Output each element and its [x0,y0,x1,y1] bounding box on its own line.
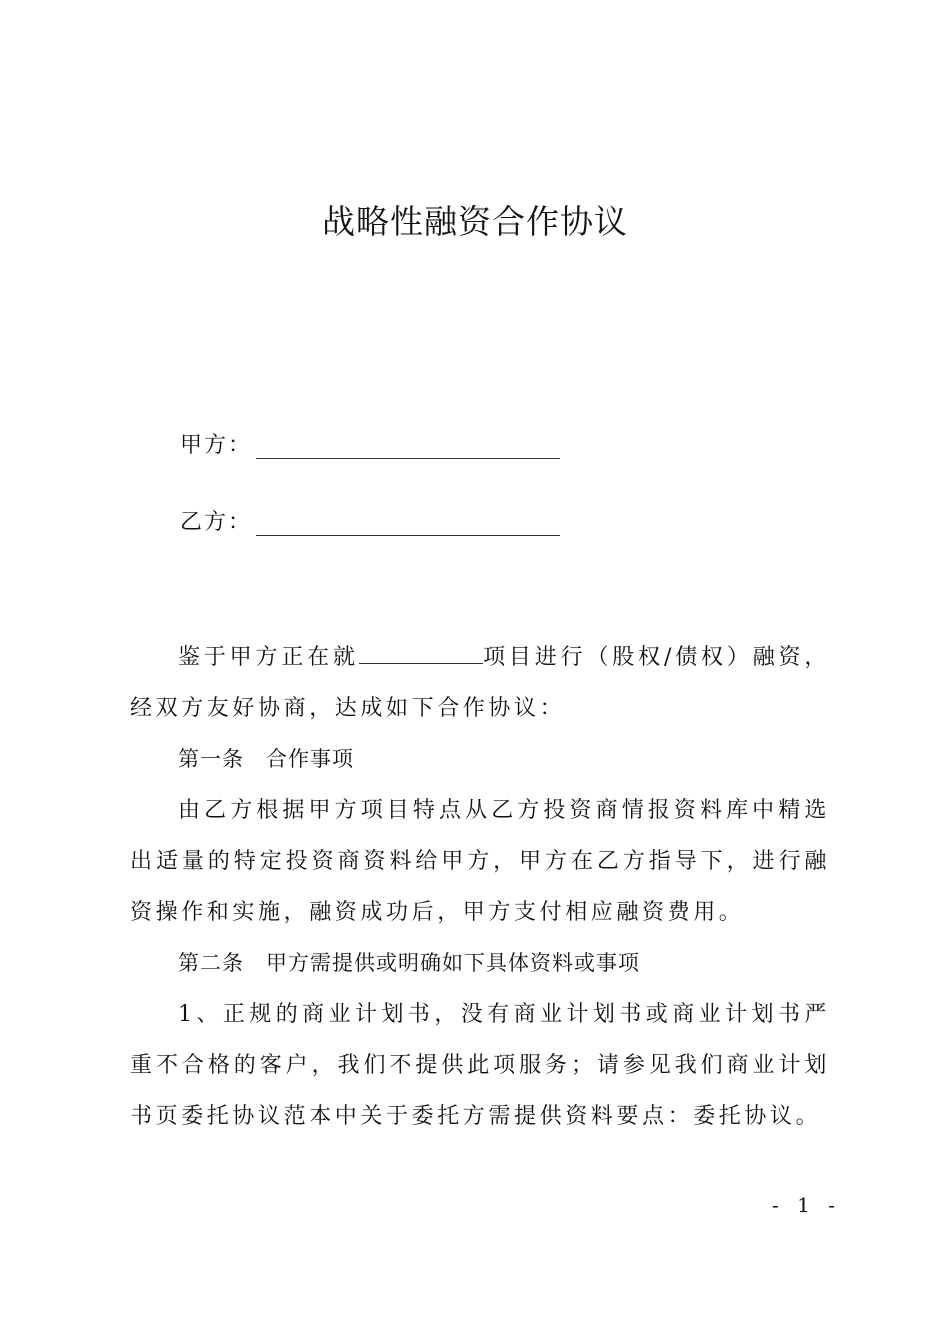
article2-number: 第二条 [178,951,244,975]
intro-text-part1: 鉴于甲方正在就 [178,645,359,670]
article1-paragraph: 由乙方根据甲方项目特点从乙方投资商情报资料库中精选出适量的特定投资商资料给甲方，甲方在乙方指导下，进行融资操作和实施，融资成功后，甲方支付相应融资费用。 [130,798,830,925]
article1-title: 合作事项 [266,747,354,771]
article2-item1-paragraph: 1、正规的商业计划书，没有商业计划书或商业计划书严重不合格的客户，我们不提供此项服务；请参见我们商业计划书页委托协议范本中关于委托方需提供资料要点：委托协议。 [130,1002,830,1129]
article1-heading [130,734,830,785]
project-name-blank [359,639,483,664]
party-a-blank [256,436,560,459]
agreement-body [130,632,830,1142]
article2-title: 甲方需提供或明确如下具体资料或事项 [266,951,640,975]
party-b-blank [256,513,560,536]
article2-heading [130,938,830,989]
party-b-line [180,505,560,536]
party-a-line [180,428,560,459]
party-b-label: 乙方： [180,510,253,535]
intro-text-part2: 项目进行（股权/债权）融资，经双方友好协商，达成如下合作协议： [130,645,830,721]
page-number: - 1 - [772,1193,841,1217]
party-a-label: 甲方： [180,433,253,458]
intro-paragraph [130,632,830,734]
document-title: 战略性融资合作协议 [322,202,628,241]
article1-number: 第一条 [178,747,244,771]
